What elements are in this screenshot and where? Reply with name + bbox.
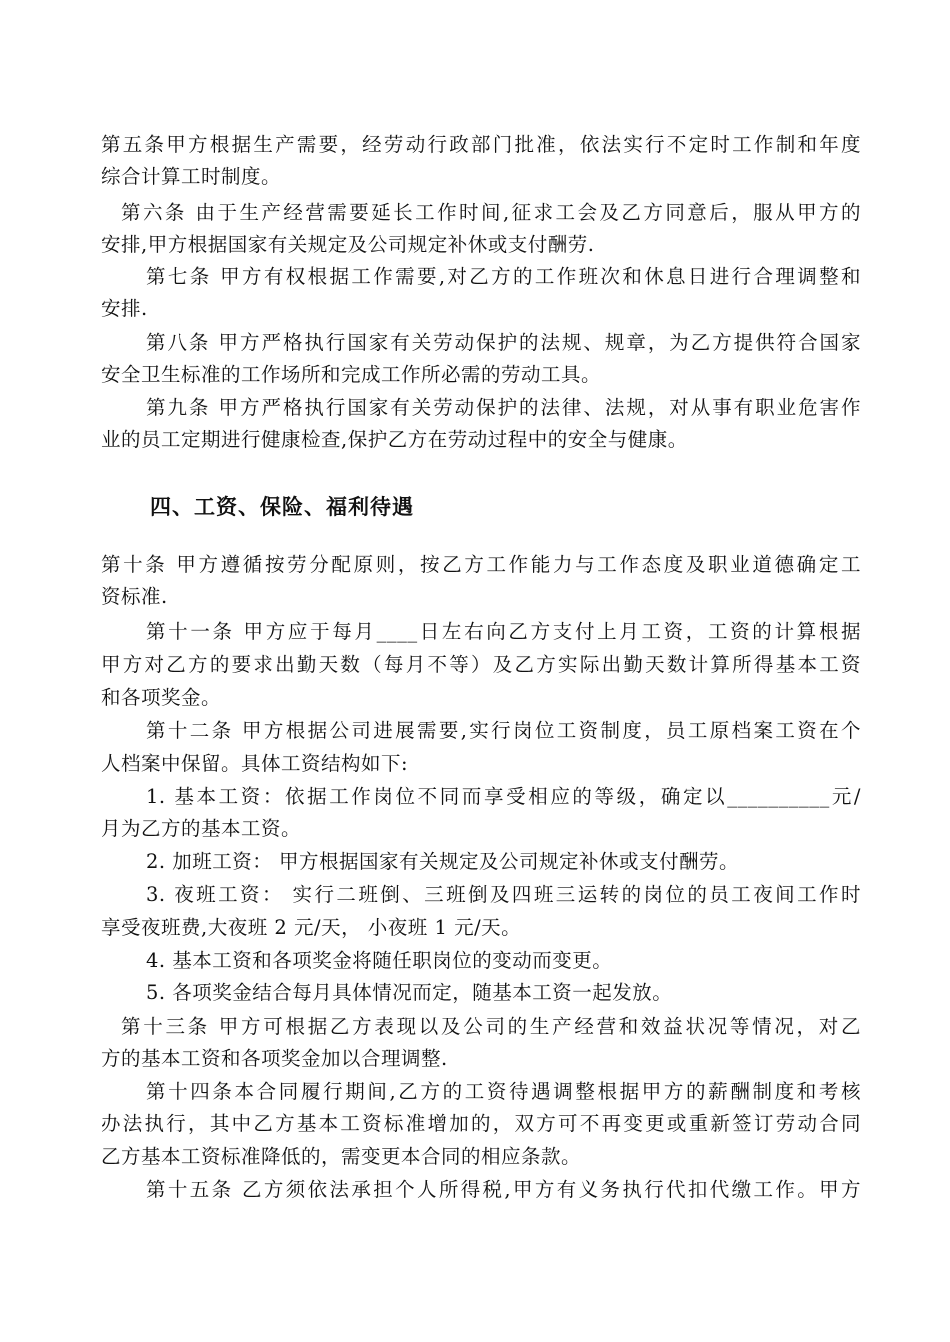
article-5-line-2: 综合计算工时制度。 (101, 165, 282, 188)
article-11-line-3: 和各项奖金。 (101, 686, 222, 709)
wage-item-3-line-1: 3. 夜班工资： 实行二班倒、三班倒及四班三运转的岗位的员工夜间工作时 (146, 883, 861, 906)
article-15-line-1: 第十五条 乙方须依法承担个人所得税,甲方有义务执行代扣代缴工作。甲方 (146, 1178, 861, 1201)
article-13-line-2: 方的基本工资和各项奖金加以合理调整. (101, 1047, 448, 1070)
article-9-line-1: 第九条 甲方严格执行国家有关劳动保护的法律、法规，对从事有职业危害作 (146, 396, 861, 419)
wage-item-2: 2. 加班工资： 甲方根据国家有关规定及公司规定补休或支付酬劳。 (146, 850, 740, 873)
article-11-line-2: 甲方对乙方的要求出勤天数（每月不等）及乙方实际出勤天数计算所得基本工资 (101, 653, 861, 676)
article-7-line-1: 第七条 甲方有权根据工作需要,对乙方的工作班次和休息日进行合理调整和 (146, 265, 861, 288)
wage-item-1-line-2: 月为乙方的基本工资。 (101, 817, 302, 840)
article-11-line-1: 第十一条 甲方应于每月____日左右向乙方支付上月工资，工资的计算根据 (146, 620, 861, 643)
article-6-line-2: 安排,甲方根据国家有关规定及公司规定补休或支付酬劳. (101, 233, 595, 256)
article-12-line-2: 人档案中保留。具体工资结构如下: (101, 752, 409, 775)
article-14-line-1: 第十四条本合同履行期间,乙方的工资待遇调整根据甲方的薪酬制度和考核 (146, 1080, 861, 1103)
wage-item-1-line-1: 1. 基本工资：依据工作岗位不同而享受相应的等级，确定以__________元/ (146, 785, 861, 808)
article-6-line-1: 第六条 由于生产经营需要延长工作时间,征求工会及乙方同意后，服从甲方的 (121, 201, 861, 224)
article-7-line-2: 安排. (101, 297, 148, 320)
article-9-line-2: 业的员工定期进行健康检查,保护乙方在劳动过程中的安全与健康。 (101, 428, 688, 451)
article-8-line-2: 安全卫生标准的工作场所和完成工作所必需的劳动工具。 (101, 363, 602, 386)
article-10-line-2: 资标准. (101, 585, 168, 608)
wage-item-3-line-2: 享受夜班费,大夜班 2 元/天， 小夜班 1 元/天。 (101, 916, 522, 939)
wage-item-5: 5. 各项奖金结合每月具体情况而定，随基本工资一起发放。 (146, 981, 673, 1004)
article-14-line-3: 乙方基本工资标准降低的，需变更本合同的相应条款。 (101, 1145, 582, 1168)
article-10-line-1: 第十条 甲方遵循按劳分配原则，按乙方工作能力与工作态度及职业道德确定工 (101, 553, 861, 576)
wage-item-4: 4. 基本工资和各项奖金将随任职岗位的变动而变更。 (146, 949, 613, 972)
article-13-line-1: 第十三条 甲方可根据乙方表现以及公司的生产经营和效益状况等情况，对乙 (121, 1015, 861, 1038)
article-14-line-2: 办法执行，其中乙方基本工资标准增加的，双方可不再变更或重新签订劳动合同 (101, 1112, 861, 1135)
section-heading: 四、工资、保险、福利待遇 (150, 494, 414, 519)
article-5-line-1: 第五条甲方根据生产需要，经劳动行政部门批准，依法实行不定时工作制和年度 (101, 133, 861, 156)
article-12-line-1: 第十二条 甲方根据公司进展需要,实行岗位工资制度，员工原档案工资在个 (146, 719, 861, 742)
article-8-line-1: 第八条 甲方严格执行国家有关劳动保护的法规、规章，为乙方提供符合国家 (146, 331, 861, 354)
